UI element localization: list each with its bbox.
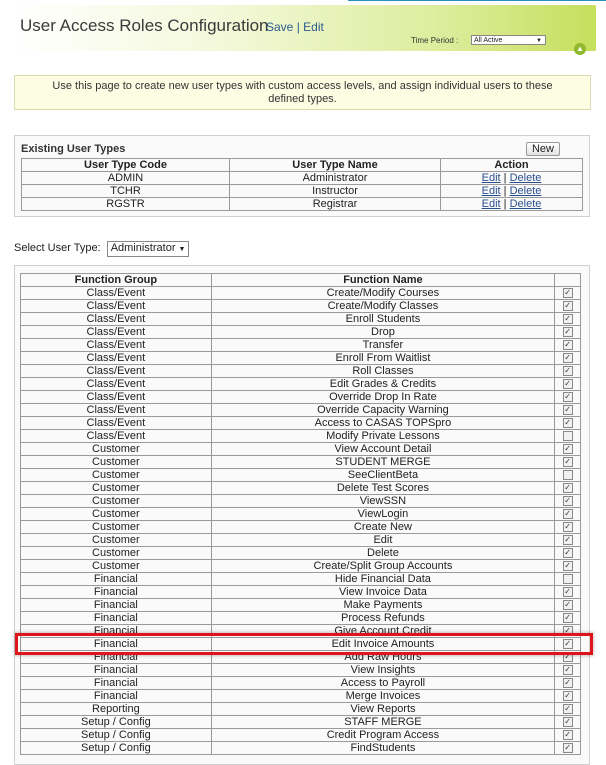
function-group-cell: Class/Event <box>21 404 212 417</box>
checkbox-cell <box>555 690 581 703</box>
function-group-cell: Class/Event <box>21 287 212 300</box>
function-group-cell: Customer <box>21 560 212 573</box>
function-group-cell: Class/Event <box>21 326 212 339</box>
info-banner <box>14 75 591 110</box>
checkbox-cell <box>555 404 581 417</box>
table-row <box>21 729 581 742</box>
checkbox-cell <box>555 547 581 560</box>
checkbox-cell <box>555 534 581 547</box>
function-group-cell: Class/Event <box>21 313 212 326</box>
table-header-row <box>22 159 583 172</box>
unchecked-checkbox[interactable] <box>563 431 573 441</box>
checkbox-cell <box>555 638 581 651</box>
collapse-up-icon[interactable]: ▲ <box>574 43 586 55</box>
function-name-cell: Override Drop In Rate <box>211 391 554 404</box>
function-name-cell: View Account Detail <box>211 443 554 456</box>
function-name-cell: Roll Classes <box>211 365 554 378</box>
function-group-cell: Financial <box>21 612 212 625</box>
checked-checkbox[interactable]: ✓ <box>564 444 571 454</box>
time-period-value: All Active <box>474 37 503 44</box>
checkbox-cell <box>555 742 581 755</box>
checkbox-cell <box>555 430 581 443</box>
page-title: User Access Roles Configuration <box>20 16 269 35</box>
function-group-cell: Class/Event <box>21 352 212 365</box>
checkbox-cell <box>555 443 581 456</box>
table-row <box>21 378 581 391</box>
table-row <box>21 677 581 690</box>
delete-link[interactable]: Delete <box>509 198 542 210</box>
function-group-cell: Financial <box>21 664 212 677</box>
checked-checkbox[interactable]: ✓ <box>564 327 571 337</box>
function-group-cell: Class/Event <box>21 430 212 443</box>
checked-checkbox[interactable]: ✓ <box>564 691 571 701</box>
column-header-action: Action <box>441 159 583 172</box>
checkbox-cell <box>555 560 581 573</box>
checked-checkbox[interactable]: ✓ <box>564 392 571 402</box>
function-group-cell: Financial <box>21 625 212 638</box>
function-name-cell: Delete Test Scores <box>211 482 554 495</box>
function-name-cell: View Reports <box>211 703 554 716</box>
chevron-down-icon: ▼ <box>536 38 542 44</box>
table-row <box>21 326 581 339</box>
function-name-cell: STAFF MERGE <box>211 716 554 729</box>
link-separator: | <box>296 20 300 34</box>
function-group-cell: Customer <box>21 443 212 456</box>
user-type-name: Administrator <box>230 172 441 185</box>
table-row <box>21 469 581 482</box>
edit-link[interactable]: Edit <box>481 172 501 184</box>
table-row <box>22 172 583 185</box>
user-types-panel <box>14 135 590 217</box>
checkbox-cell <box>555 521 581 534</box>
function-name-cell: Access to CASAS TOPSpro <box>211 417 554 430</box>
checked-checkbox[interactable]: ✓ <box>564 496 571 506</box>
table-row <box>21 365 581 378</box>
table-row <box>21 638 581 651</box>
checkbox-cell <box>555 625 581 638</box>
edit-link[interactable]: Edit <box>303 20 324 34</box>
edit-link[interactable]: Edit <box>481 198 501 210</box>
checkbox-cell <box>555 378 581 391</box>
checkbox-cell <box>555 482 581 495</box>
function-name-cell: Enroll Students <box>211 313 554 326</box>
checkbox-cell <box>555 573 581 586</box>
checked-checkbox[interactable]: ✓ <box>564 704 571 714</box>
table-row <box>22 185 583 198</box>
new-user-type-button[interactable]: New <box>526 142 560 156</box>
function-group-cell: Setup / Config <box>21 729 212 742</box>
checkbox-cell <box>555 495 581 508</box>
function-name-cell: Hide Financial Data <box>211 573 554 586</box>
table-row <box>21 443 581 456</box>
table-row <box>21 716 581 729</box>
checkbox-cell <box>555 651 581 664</box>
checkbox-cell <box>555 300 581 313</box>
user-types-title: Existing User Types <box>21 143 126 155</box>
table-row <box>21 651 581 664</box>
checkbox-cell <box>555 339 581 352</box>
function-group-cell: Financial <box>21 690 212 703</box>
function-group-cell: Class/Event <box>21 300 212 313</box>
checked-checkbox[interactable]: ✓ <box>564 405 571 415</box>
function-name-cell: Enroll From Waitlist <box>211 352 554 365</box>
function-group-cell: Customer <box>21 495 212 508</box>
table-row <box>21 300 581 313</box>
function-name-cell: ViewLogin <box>211 508 554 521</box>
checked-checkbox[interactable]: ✓ <box>564 483 571 493</box>
function-name-cell: Create/Modify Classes <box>211 300 554 313</box>
function-name-cell: Make Payments <box>211 599 554 612</box>
function-name-cell: View Invoice Data <box>211 586 554 599</box>
checked-checkbox[interactable]: ✓ <box>564 587 571 597</box>
table-row <box>21 313 581 326</box>
function-name-cell: View Insights <box>211 664 554 677</box>
column-header-function-group: Function Group <box>21 274 212 287</box>
checked-checkbox[interactable]: ✓ <box>564 288 571 298</box>
function-name-cell: Transfer <box>211 339 554 352</box>
checked-checkbox[interactable]: ✓ <box>564 665 571 675</box>
function-name-cell: Access to Payroll <box>211 677 554 690</box>
checked-checkbox[interactable]: ✓ <box>564 743 571 753</box>
time-period-label: Time Period : <box>411 36 459 45</box>
user-type-select[interactable] <box>107 241 190 257</box>
checkbox-cell <box>555 716 581 729</box>
table-row <box>21 664 581 677</box>
function-name-cell: Credit Program Access <box>211 729 554 742</box>
table-row <box>21 339 581 352</box>
checked-checkbox[interactable]: ✓ <box>564 418 571 428</box>
user-type-select-value: Administrator <box>110 242 176 254</box>
time-period-select[interactable] <box>471 35 546 45</box>
checked-checkbox[interactable]: ✓ <box>564 652 571 662</box>
function-group-cell: Financial <box>21 638 212 651</box>
function-group-cell: Class/Event <box>21 417 212 430</box>
function-name-cell: Process Refunds <box>211 612 554 625</box>
checked-checkbox[interactable]: ✓ <box>564 535 571 545</box>
checkbox-cell <box>555 365 581 378</box>
function-name-cell: STUDENT MERGE <box>211 456 554 469</box>
function-group-cell: Class/Event <box>21 378 212 391</box>
checked-checkbox[interactable]: ✓ <box>564 639 571 649</box>
table-row <box>21 404 581 417</box>
checkbox-cell <box>555 586 581 599</box>
table-row <box>21 391 581 404</box>
function-group-cell: Class/Event <box>21 339 212 352</box>
table-row <box>21 417 581 430</box>
checked-checkbox[interactable]: ✓ <box>564 340 571 350</box>
function-group-cell: Customer <box>21 508 212 521</box>
checked-checkbox[interactable]: ✓ <box>564 457 571 467</box>
user-type-name: Instructor <box>230 185 441 198</box>
function-group-cell: Setup / Config <box>21 716 212 729</box>
function-group-cell: Financial <box>21 651 212 664</box>
column-header-function-name: Function Name <box>211 274 554 287</box>
function-group-cell: Customer <box>21 521 212 534</box>
checkbox-cell <box>555 469 581 482</box>
delete-link[interactable]: Delete <box>509 172 542 184</box>
function-name-cell: Edit Invoice Amounts <box>211 638 554 651</box>
column-header-checkbox <box>555 274 581 287</box>
function-name-cell: Edit Grades & Credits <box>211 378 554 391</box>
user-type-code: RGSTR <box>22 198 230 211</box>
function-group-cell: Setup / Config <box>21 742 212 755</box>
table-row <box>21 456 581 469</box>
table-row <box>21 352 581 365</box>
table-row <box>21 521 581 534</box>
action-separator: | <box>503 198 507 210</box>
table-row <box>21 599 581 612</box>
table-row <box>21 703 581 716</box>
checkbox-cell <box>555 612 581 625</box>
function-group-cell: Customer <box>21 482 212 495</box>
table-row <box>21 287 581 300</box>
table-row <box>21 482 581 495</box>
column-header-code: User Type Code <box>22 159 230 172</box>
function-name-cell: Create/Split Group Accounts <box>211 560 554 573</box>
checkbox-cell <box>555 352 581 365</box>
functions-table <box>20 273 581 755</box>
function-group-cell: Reporting <box>21 703 212 716</box>
action-cell <box>441 172 583 185</box>
function-name-cell: Drop <box>211 326 554 339</box>
checked-checkbox[interactable]: ✓ <box>564 353 571 363</box>
function-group-cell: Customer <box>21 547 212 560</box>
table-row <box>21 612 581 625</box>
action-separator: | <box>503 185 507 197</box>
checkbox-cell <box>555 313 581 326</box>
checkbox-cell <box>555 287 581 300</box>
checkbox-cell <box>555 391 581 404</box>
table-row <box>21 690 581 703</box>
function-group-cell: Customer <box>21 456 212 469</box>
checkbox-cell <box>555 326 581 339</box>
action-cell <box>441 198 583 211</box>
checkbox-cell <box>555 599 581 612</box>
checkbox-cell <box>555 417 581 430</box>
function-name-cell: Override Capacity Warning <box>211 404 554 417</box>
select-user-type-row <box>14 241 189 257</box>
page-header <box>8 5 596 51</box>
function-name-cell: Delete <box>211 547 554 560</box>
header-links <box>266 20 324 34</box>
checked-checkbox[interactable]: ✓ <box>564 561 571 571</box>
checkbox-cell <box>555 664 581 677</box>
action-cell <box>441 185 583 198</box>
checked-checkbox[interactable]: ✓ <box>564 678 571 688</box>
checked-checkbox[interactable]: ✓ <box>564 366 571 376</box>
user-type-code: ADMIN <box>22 172 230 185</box>
checked-checkbox[interactable]: ✓ <box>564 522 571 532</box>
info-text: Use this page to create new user types with custom access levels, and assign individual users to these defined types. <box>52 80 553 105</box>
top-border-line <box>348 0 606 4</box>
checked-checkbox[interactable]: ✓ <box>564 379 571 389</box>
functions-panel <box>14 265 590 765</box>
function-name-cell: Modify Private Lessons <box>211 430 554 443</box>
user-type-code: TCHR <box>22 185 230 198</box>
function-group-cell: Financial <box>21 586 212 599</box>
function-name-cell: Create New <box>211 521 554 534</box>
function-name-cell: Merge Invoices <box>211 690 554 703</box>
table-row <box>21 586 581 599</box>
function-name-cell: Create/Modify Courses <box>211 287 554 300</box>
select-user-type-label: Select User Type: <box>14 242 101 254</box>
table-row <box>21 495 581 508</box>
checked-checkbox[interactable]: ✓ <box>564 626 571 636</box>
checked-checkbox[interactable]: ✓ <box>564 548 571 558</box>
chevron-down-icon: ▼ <box>178 246 186 253</box>
table-row <box>21 742 581 755</box>
function-name-cell: SeeClientBeta <box>211 469 554 482</box>
checkbox-cell <box>555 508 581 521</box>
function-name-cell: Add Raw Hours <box>211 651 554 664</box>
table-row <box>21 508 581 521</box>
function-group-cell: Financial <box>21 573 212 586</box>
table-row <box>21 430 581 443</box>
checked-checkbox[interactable]: ✓ <box>564 600 571 610</box>
function-group-cell: Financial <box>21 599 212 612</box>
table-row <box>22 198 583 211</box>
edit-link[interactable]: Edit <box>481 185 501 197</box>
function-group-cell: Class/Event <box>21 391 212 404</box>
function-name-cell: Give Account Credit <box>211 625 554 638</box>
user-types-table <box>21 158 583 211</box>
table-row <box>21 560 581 573</box>
column-header-name: User Type Name <box>230 159 441 172</box>
checkbox-cell <box>555 703 581 716</box>
table-row <box>21 573 581 586</box>
function-name-cell: FindStudents <box>211 742 554 755</box>
checked-checkbox[interactable]: ✓ <box>564 509 571 519</box>
save-link[interactable]: Save <box>266 20 294 34</box>
function-group-cell: Customer <box>21 534 212 547</box>
unchecked-checkbox[interactable] <box>563 574 573 584</box>
checked-checkbox[interactable]: ✓ <box>564 730 571 740</box>
checkbox-cell <box>555 677 581 690</box>
user-type-name: Registrar <box>230 198 441 211</box>
table-row <box>21 625 581 638</box>
checkbox-cell <box>555 729 581 742</box>
function-name-cell: Edit <box>211 534 554 547</box>
checked-checkbox[interactable]: ✓ <box>564 314 571 324</box>
function-group-cell: Class/Event <box>21 365 212 378</box>
table-row <box>21 547 581 560</box>
checked-checkbox[interactable]: ✓ <box>564 613 571 623</box>
function-group-cell: Financial <box>21 677 212 690</box>
checkbox-cell <box>555 456 581 469</box>
unchecked-checkbox[interactable] <box>563 470 573 480</box>
checked-checkbox[interactable]: ✓ <box>564 301 571 311</box>
function-group-cell: Customer <box>21 469 212 482</box>
checked-checkbox[interactable]: ✓ <box>564 717 571 727</box>
table-row <box>21 534 581 547</box>
function-name-cell: ViewSSN <box>211 495 554 508</box>
action-separator: | <box>503 172 507 184</box>
table-header-row <box>21 274 581 287</box>
delete-link[interactable]: Delete <box>509 185 542 197</box>
